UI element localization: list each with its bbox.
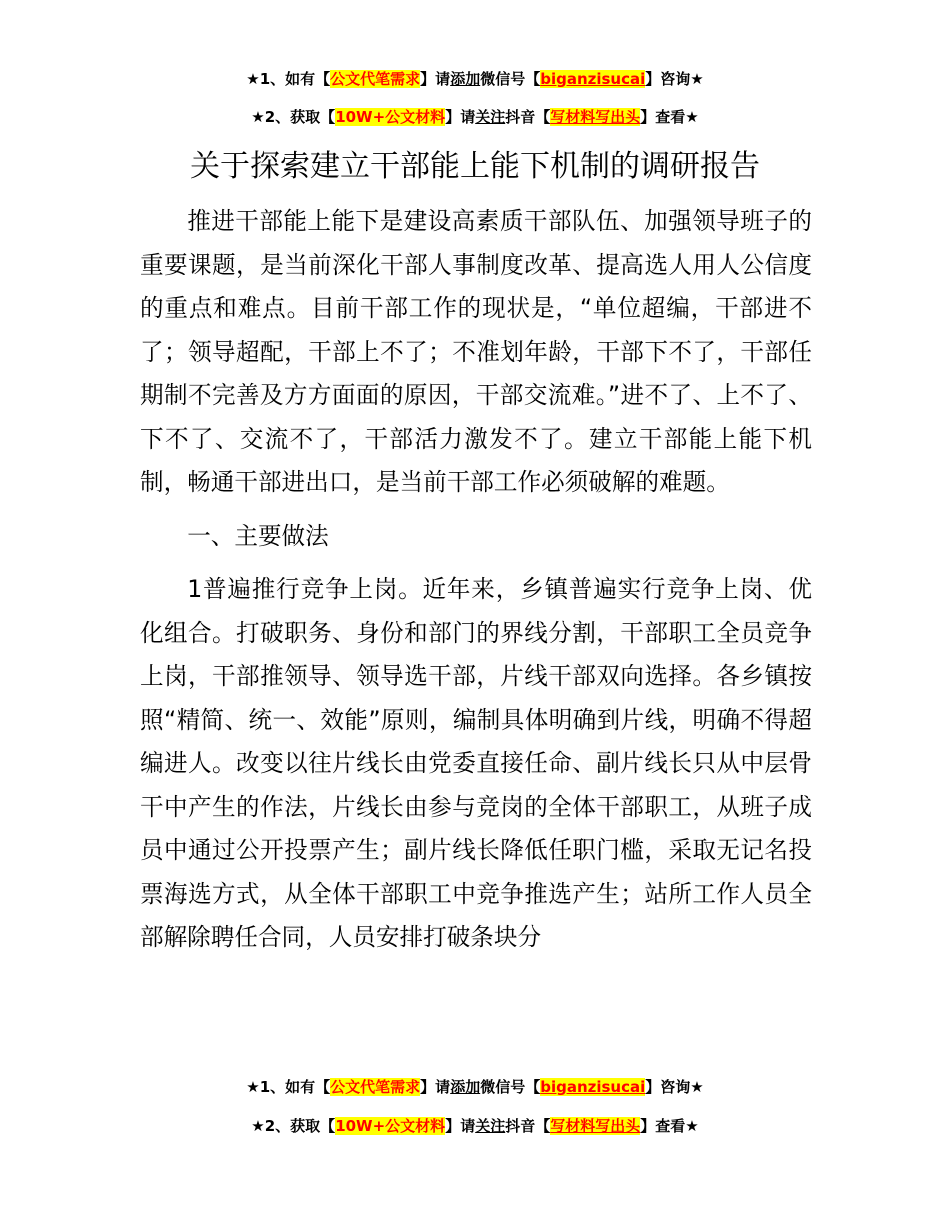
section-heading: 一、主要做法 <box>187 521 329 550</box>
document-body <box>140 200 812 960</box>
highlight-materials: 10W+公文材料 <box>335 1117 446 1135</box>
highlight-wechat-id: biganzisucai <box>540 70 646 88</box>
document-title: 关于探索建立干部能上能下机制的调研报告 <box>190 149 760 184</box>
footer-notice-consult <box>0 1077 950 1097</box>
notice-text: ★2、获取【 <box>251 1117 336 1135</box>
underlined-text: 关注 <box>475 1117 506 1135</box>
highlight-service: 公文代笔需求 <box>330 70 421 88</box>
underlined-text: 添加 <box>450 70 481 88</box>
underlined-text: 关注 <box>475 108 506 126</box>
notice-text: 微信号【 <box>480 1078 541 1096</box>
notice-text: ★1、如有【 <box>246 1078 331 1096</box>
notice-text: 抖音【 <box>505 108 551 126</box>
notice-text: 】请 <box>445 1117 476 1135</box>
intro-paragraph: 推进干部能上能下是建设高素质干部队伍、加强领导班子的重要课题，是当前深化干部人事制度改革、提高选人用人公信度的重点和难点。目前干部工作的现状是，“单位超编，干部进不了；领导超配，干部上不了；不准划年龄，干部下不了，干部任期制不完善及方方面面的原因，干部交流难。”进不了、上不了、下不了、交流不了，干部活力激发不了。建立干部能上能下机制，畅通干部进出口，是当前干部工作必须破解的难题。 <box>140 207 812 496</box>
notice-text: 】咨询★ <box>645 1078 704 1096</box>
underlined-text: 添加 <box>450 1078 481 1096</box>
notice-text: 】请 <box>420 1078 451 1096</box>
notice-text: 】查看★ <box>640 108 699 126</box>
notice-text: 】请 <box>445 108 476 126</box>
notice-text: ★2、获取【 <box>251 108 336 126</box>
notice-text: 】查看★ <box>640 1117 699 1135</box>
header-notice-consult <box>0 69 950 89</box>
item-paragraph: 1普遍推行竞争上岗。近年来，乡镇普遍实行竞争上岗、优化组合。打破职务、身份和部门的界线分割，干部职工全员竞争上岗，干部推领导、领导选干部，片线干部双向选择。各乡镇按照“精简、统一、效能”原则，编制具体明确到片线，明确不得超编进人。改变以往片线长由党委直接任命、副片线长只从中层骨干中产生的作法，片线长由参与竞岗的全体干部职工，从班子成员中通过公开投票产生；副片线长降低任职门槛，采取无记名投票海选方式，从全体干部职工中竞争推选产生；站所工作人员全部解除聘任合同，人员安排打破条块分 <box>140 575 812 951</box>
notice-text: 】咨询★ <box>645 70 704 88</box>
notice-text: 】请 <box>420 70 451 88</box>
notice-text: 微信号【 <box>480 70 541 88</box>
header-notice-follow <box>0 107 950 127</box>
highlight-wechat-id: biganzisucai <box>540 1078 646 1096</box>
highlight-materials: 10W+公文材料 <box>335 108 446 126</box>
notice-text: ★1、如有【 <box>246 70 331 88</box>
highlight-douyin-id: 写材料写出头 <box>550 108 641 126</box>
notice-text: 抖音【 <box>505 1117 551 1135</box>
footer-notice-follow <box>0 1116 950 1136</box>
highlight-douyin-id: 写材料写出头 <box>550 1117 641 1135</box>
highlight-service: 公文代笔需求 <box>330 1078 421 1096</box>
